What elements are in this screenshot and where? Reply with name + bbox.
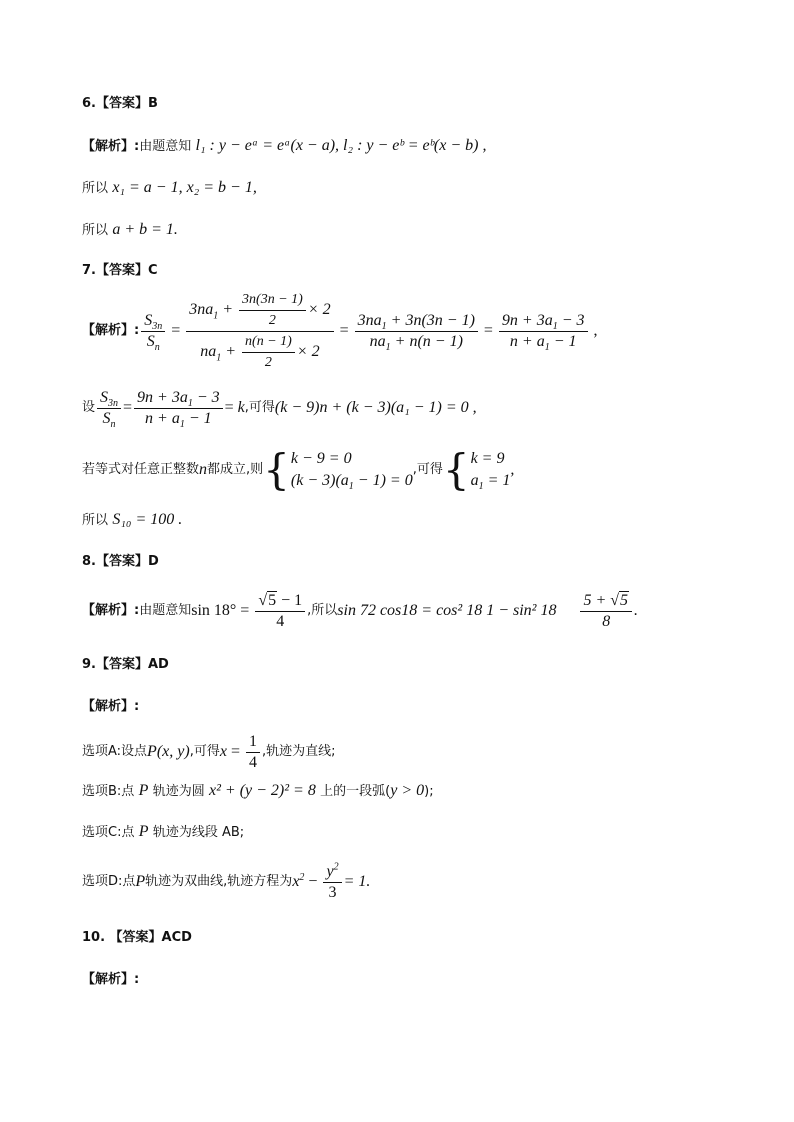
q6-tangent-formula: l₁ : y − eᵃ = eᵃ(x − a), l₂ : y − eᵇ = eᵇ(x − b) , (195, 137, 487, 154)
q6-line3: 所以 a + b = 1. (82, 221, 178, 238)
q8-answer-header: 8.【答案】D (82, 554, 159, 569)
q7-system-1: { k − 9 = 0 $(k - 3)(a_1 - 1) = 0$ (263, 445, 413, 494)
q9-option-b: 选项B:点 P 轨迹为圆 x² + (y − 2)² = 8 上的一段弧(y > 0); (82, 782, 434, 799)
q9-analysis-label: 【解析】: (82, 699, 140, 714)
analysis-label: 【解析】: (82, 139, 140, 154)
q7-result-line: 所以 S₁₀ = 100 . (82, 511, 183, 528)
q6-line2: 所以 x₁ = a − 1, x₂ = b − 1, (82, 179, 257, 196)
q7-condition-line: 若等式对任意正整数 n 都成立,则 { k − 9 = 0 $(k - 3)(a_1 - 1) = 0$ ,可得 { k = 9 $a_1 = 1$ , (82, 445, 515, 494)
q9-option-c: 选项C:点 P 轨迹为线段 AB; (82, 823, 245, 840)
q7-ratio-formula: $\frac{S_{3n}}{S_n}$ = $3na_1$ + $\frac{3n(3n - 1)}{2}$ × 2 $na_1$ + $\frac{n(n - 1)}{2}$ × 2 = $\frac{3na_1 + 3n(3n - 1)}{na_1 + n(n - 1)}$ = $\frac{9n + 3a_1 - 3}{n + a_1 - 1}$ , (139, 290, 597, 373)
q7-answer-header: 7.【答案】C (82, 263, 158, 278)
q7-analysis-line: 【解析】: $\frac{S_{3n}}{S_n}$ = $3na_1$ + $\frac{3n(3n - 1)}{2}$ × 2 $na_1$ + $\frac{n(n - 1)}{2}$ × 2 = $\frac{3na_1 + 3n(3n - 1)}{na_1 + n(n - 1)}$ = $\frac{9n + 3a_1 - 3}{n + a_1 - 1}$ , (82, 296, 598, 366)
q7-set-line: 设 $\frac{S_{3n}}{S_n}$ = $\frac{9n + 3a_1 - 3}{n + a_1 - 1}$ = k ,可得 (k − 9)n + (k − 3)(a₁ − 1) = 0 , (82, 388, 477, 430)
q7-system-2: { k = 9 $a_1 = 1$ (442, 445, 511, 494)
q9-answer-header: 9.【答案】AD (82, 657, 169, 672)
q9-option-a: 选项A:设点 P(x, y) ,可得 x = $\frac{1}{4}$ ,轨迹为直线; (82, 732, 336, 771)
q8-analysis-line: 【解析】: 由题意知 sin 18° = $\frac{√5 - 1}{4}$ ,所以 sin 72 cos18 = cos² 18 1 − sin² 18 $\frac{5 + √5}{8}$ . (82, 591, 639, 630)
q6-analysis-line: 【解析】:由题意知 l₁ : y − eᵃ = eᵃ(x − a), l₂ : y − eᵇ = eᵇ(x − b) , (82, 137, 487, 154)
q9-option-d: 选项D:点 P 轨迹为双曲线,轨迹方程为 $x^2$ − $\frac{y^2}{3}$ = 1. (82, 861, 371, 901)
q10-analysis-label: 【解析】: (82, 972, 140, 987)
q10-answer-header: 10. 【答案】ACD (82, 930, 192, 945)
q6-answer-header: 6.【答案】B (82, 96, 158, 111)
